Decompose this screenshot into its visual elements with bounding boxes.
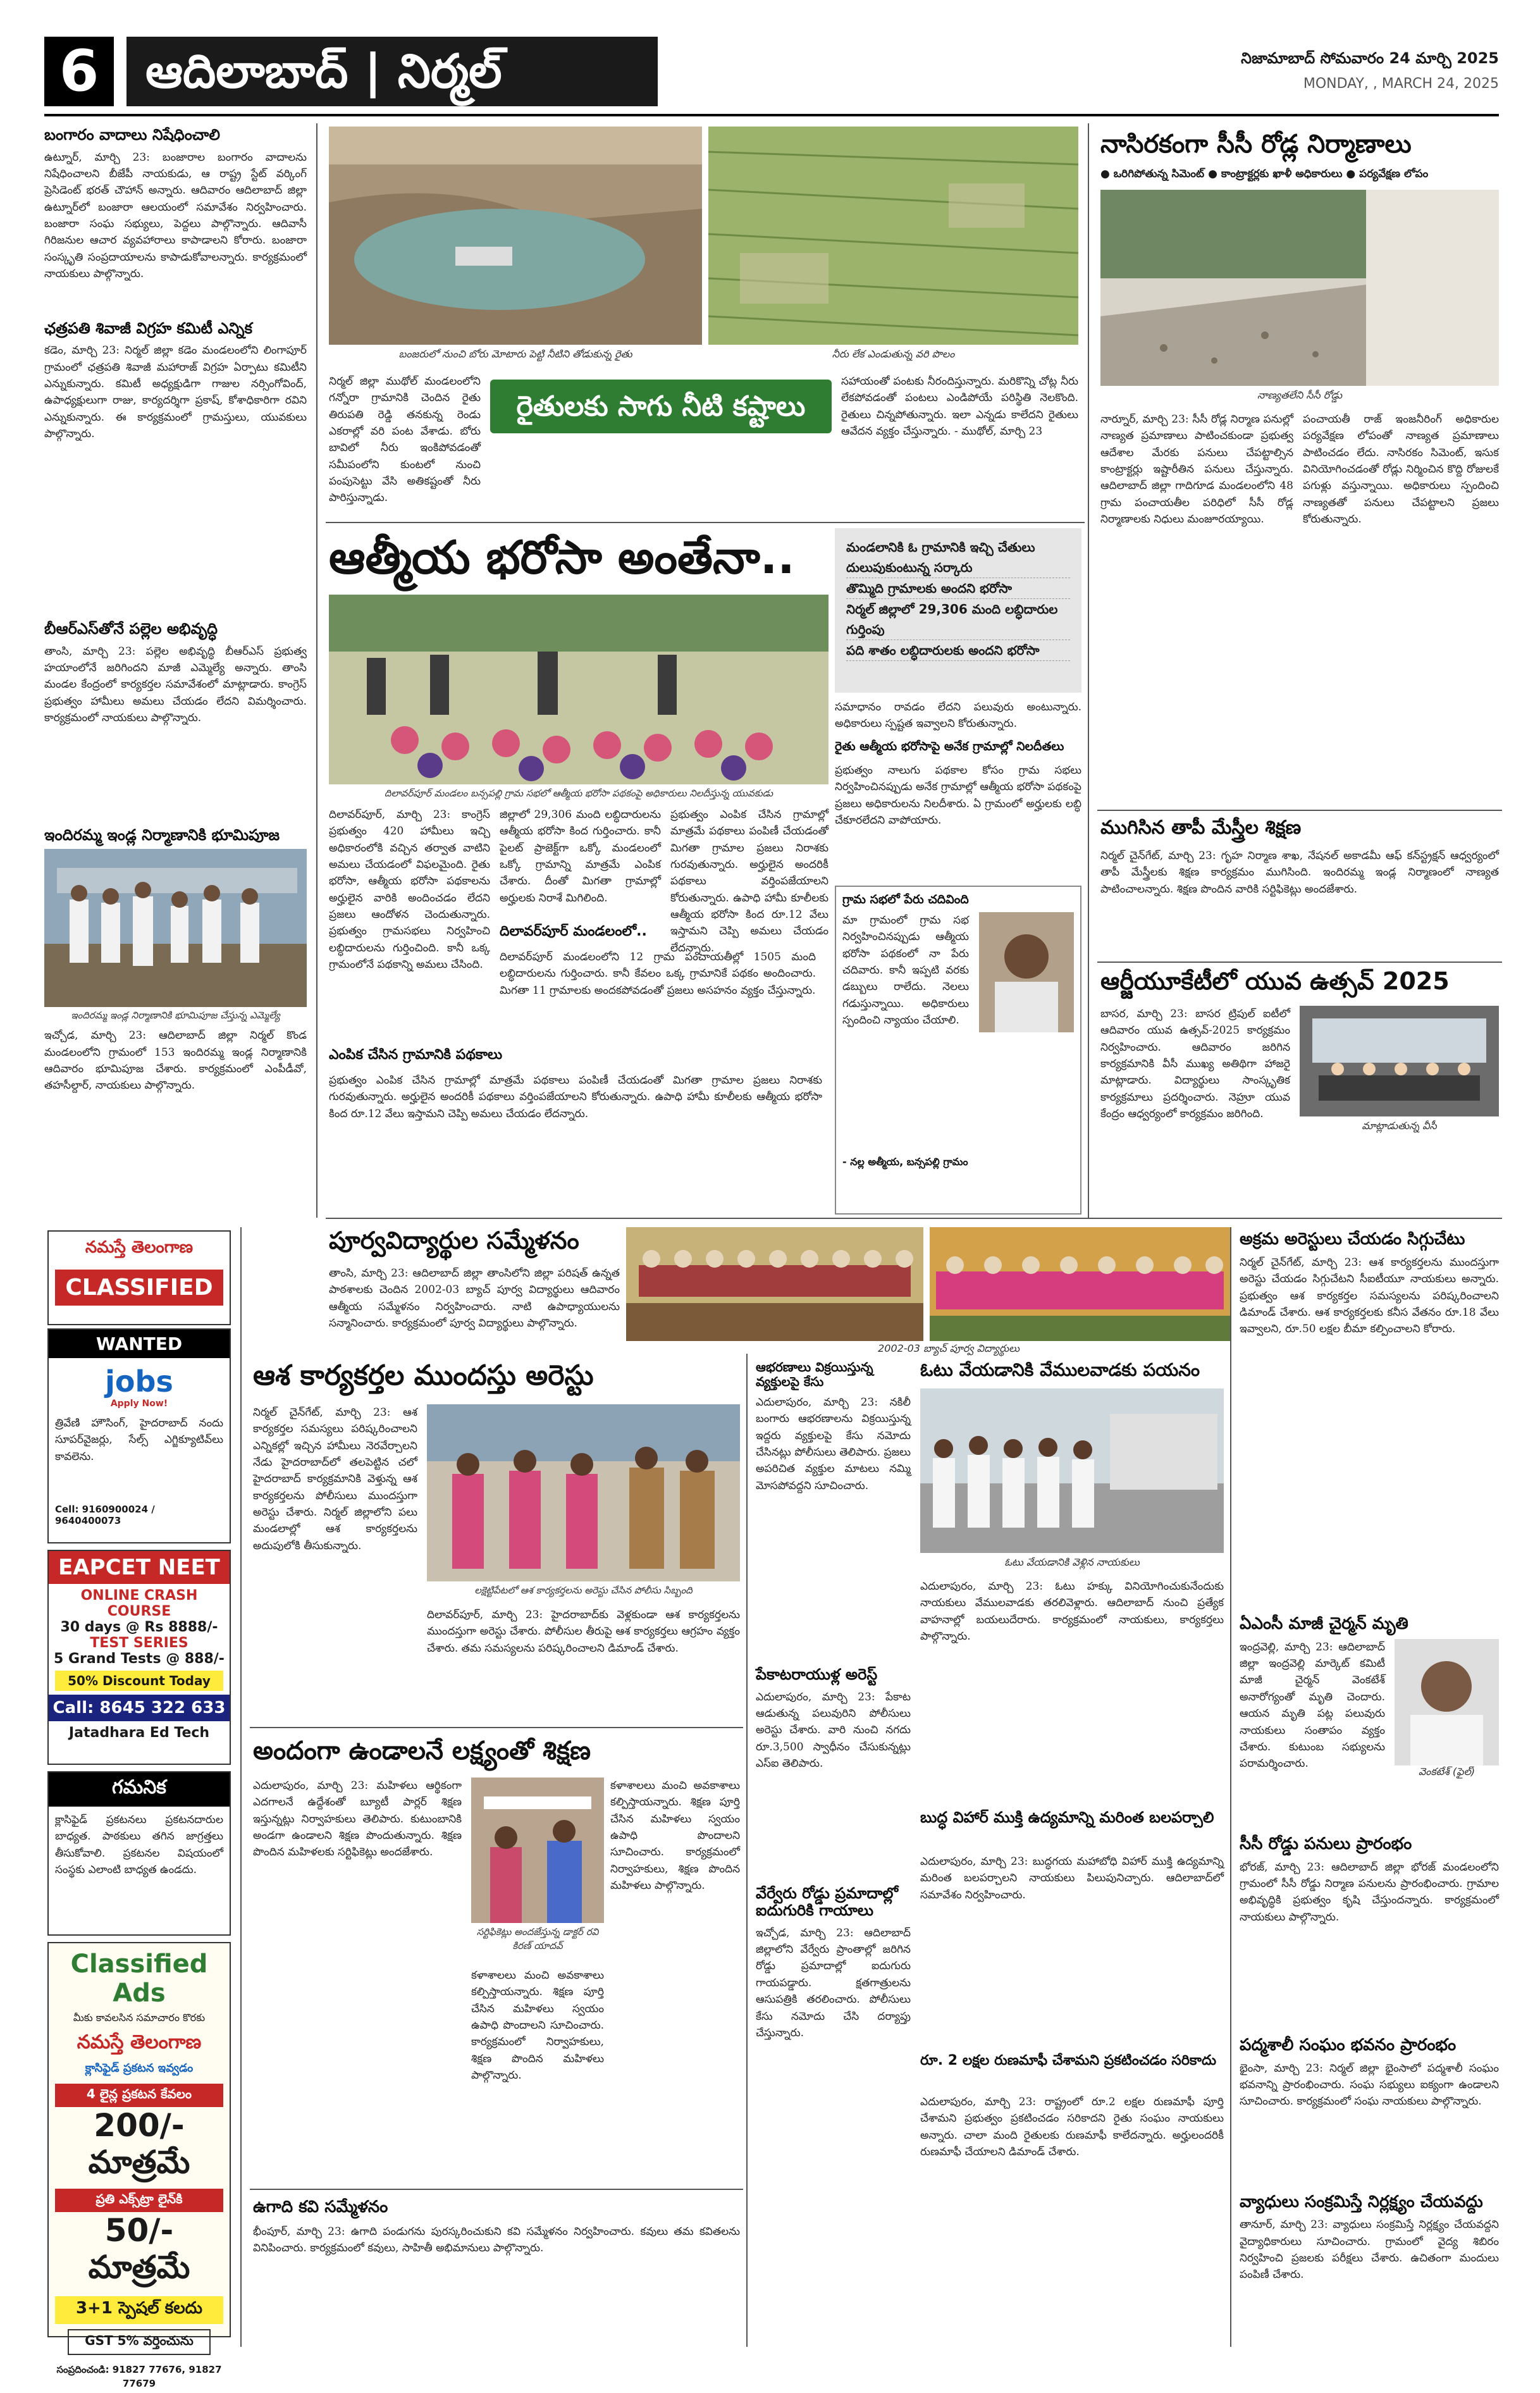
- story-body: ప్రభుత్వం ఎంపిక చేసిన గ్రామాల్లో మాత్రమే పథకాలు పంపిణీ చేయడంతో మిగతా గ్రామాల ప్రజలు నిరాశకు గురవుతున్నారు. అర్హులైన అందరికీ పథకాలు వర్తింపజేయాలని కోరుతున్నారు. ఉపాధి హామీ కూలీలకు ఆత్మీయ భరోసా కింద రూ.12 వేలు ఇస్తామని చెప్పి అమలు చేయడం లేదన్నారు.: [329, 1074, 822, 1120]
- story-body: ఎదులాపురం, మార్చి 23: రాష్ట్రంలో రూ.2 లక్షల రుణమాఫీ పూర్తి చేశామని ప్రభుత్వం ప్రకటించడం సరికాదని రైతు సంఘం నాయకులు అన్నారు. చాలా మంది రైతులకు రుణమాఫీ కాలేదన్నారు. అర్హులందరికీ రుణమాఫీ చేయాలని డిమాండ్ చేశారు.: [920, 2096, 1224, 2159]
- story-headline: పూర్వవిద్యార్థుల సమ్మేళనం: [329, 1227, 579, 1254]
- story-headline: ఆశ కార్యకర్తల ముందస్తు అరెస్టు: [253, 1359, 594, 1392]
- story-body: ఎదులాపురం, మార్చి 23: మహిళలు ఆర్థికంగా ఎదగాలనే ఉద్దేశంతో బ్యూటీ పార్లర్ శిక్షణ ఇస్తున్నట్లు నిర్వాహకులు తెలిపారు. కుటుంబానికి అండగా ఉండాలని శిక్షణ పొందుతున్నారు. శిక్షణ పొందిన మహిళలకు సర్టిఫికెట్లు అందజేశారు.: [253, 1779, 462, 1859]
- story-headline: ఓటు వేయడానికి వేములవాడకు పయనం: [920, 1359, 1200, 1380]
- bhoomipuja-photo: [44, 849, 307, 1007]
- story-body: బాసర, మార్చి 23: బాసర ట్రిపుల్ ఐటీలో ఆదివారం యువ ఉత్సవ్-2025 కార్యక్రమం నిర్వహించారు. ఆదివారం జరిగిన కార్యక్రమానికి వీసీ ముఖ్య అతిథిగా హాజరై మాట్లాడారు. విద్యార్థులు సాంస్కృతిక కార్యక్రమాలు ప్రదర్శించారు. నెహ్రూ యువ కేంద్రం ఆధ్వర్యంలో కార్యక్రమం జరిగింది.: [1100, 1008, 1290, 1121]
- story-headline: అందంగా ఉండాలనే లక్ష్యంతో శిక్షణ: [253, 1736, 591, 1765]
- alumni-photo-2: [930, 1227, 1230, 1341]
- sub-headline: దిలావర్‌పూర్ మండలంలో..: [500, 924, 647, 939]
- story-body: జిల్లాలో 29,306 మంది లబ్ధిదారులను ఆత్మీయ భరోసా కింద గుర్తించారు. కానీ పైలట్ ప్రాజెక్ట్‌గా ఒక్కో మండలంలో ఒక్కో గ్రామాన్ని మాత్రమే ఎంపిక చేశారు. దీంతో మిగతా గ్రామాల్లో అర్హులకు నిరాశే మిగిలింది.: [500, 808, 661, 905]
- bharosa-headline: ఆత్మీయ భరోసా అంతేనా..: [329, 531, 795, 584]
- sub-headline: బుద్ధ విహార్ ముక్తి ఉద్యమాన్ని మరింత బలపర్చాలి: [920, 1809, 1214, 1826]
- promo-subtitle: మీకు కావలసిన సమాచారం కొరకు: [73, 2012, 206, 2024]
- promo-gst: GST 5% వర్తించును: [68, 2329, 211, 2355]
- photo-caption: ఇందిరమ్మ ఇండ్ల నిర్మాణానికి భూమిపూజ చేస్తున్న ఎమ్మెల్యే: [71, 1010, 280, 1022]
- eapcet-line: 30 days @ Rs 8888/-: [60, 1619, 218, 1635]
- section-title: ఆదిలాబాద్ | నిర్మల్: [126, 37, 658, 106]
- eapcet-line: 5 Grand Tests @ 888/-: [54, 1651, 225, 1667]
- promo-price: 200/- మాత్రమే: [88, 2107, 190, 2180]
- story-body: కడెం, మార్చి 23: నిర్మల్ జిల్లా కడెం మండలంలోని లింగాపూర్ గ్రామంలో ఛత్రపతి శివాజీ మహారాజ్ విగ్రహ ఏర్పాటు కమిటీని ఎన్నుకున్నారు. కమిటీ అధ్యక్షుడిగా గాజుల నర్సింగోవింద్, ఉపాధ్యక్షులుగా రాజు, కార్యదర్శిగా ప్రకాష్, కోశాధికారిగా రవిని ఎన్నుకున్నారు. ఈ కార్యక్రమంలో గ్రామస్తులు, యువకులు పాల్గొన్నారు.: [44, 344, 307, 440]
- story-body: ప్రభుత్వం నాలుగు పథకాల కోసం గ్రామ సభలు నిర్వహించినప్పుడు అనేక గ్రామాల్లో ఆత్మీయ భరోసా పథకంపై ప్రజలు అధికారులను నిలదీశారు. ఏ గ్రామంలో అర్హులకు లబ్ధి చేకూరలేదని వాపోయారు.: [835, 764, 1081, 827]
- jobs-logo: jobs: [105, 1364, 173, 1399]
- story-body: ఎదులాపురం, మార్చి 23: ఓటు హక్కు వినియోగించుకునేందుకు నాయకులు వేములవాడకు తరలివెళ్లారు. ఆదిలాబాద్ నుంచి ప్రత్యేక వాహనాల్లో బయలుదేరారు. కార్యక్రమంలో నాయకులు, కార్యకర్తలు పాల్గొన్నారు.: [920, 1580, 1224, 1643]
- photo-caption: బంజరులో నుంచి బోరు మోటారు పెట్టి నీటిని తోడుకున్న రైతు: [398, 348, 632, 360]
- column-left: [44, 127, 307, 1215]
- notice-title: గమనిక: [49, 1772, 230, 1807]
- date-en: MONDAY, , MARCH 24, 2025: [1303, 76, 1499, 92]
- promo-price-extra: 50/- మాత్రమే: [88, 2212, 190, 2285]
- story-body: సమాధానం రావడం లేదని పలువురు అంటున్నారు. అధికారులు స్పష్టత ఇవ్వాలని కోరుతున్నారు.: [835, 701, 1081, 731]
- gram-sabha-photo: [329, 595, 829, 784]
- photo-caption: వెంకటేశ్ (ఫైల్): [1418, 1765, 1475, 1778]
- story-body: నిర్మల్ చైన్‌గేట్, మార్చి 23: ఆశ కార్యకర్తల సమస్యలు పరిష్కరించాలని ఎన్నికల్లో ఇచ్చిన హామీలు నెరవేర్చాలని నేడు హైదరాబాద్‌లో తలపెట్టిన చలో హైదరాబాద్ కార్యక్రమానికి వెళ్తున్న ఆశ కార్యకర్తలను పోలీసులు ముందస్తుగా అరెస్టు చేశారు. నిర్మల్ జిల్లాలోని పలు మండలాల్లో ఆశ కార్యకర్తలను అదుపులోకి తీసుకున్నారు.: [253, 1406, 417, 1552]
- paddy-field-photo: [708, 127, 1078, 345]
- story-headline: పద్మశాలీ సంఘం భవనం ప్రారంభం: [1240, 2035, 1457, 2055]
- story-body: భీంపూర్, మార్చి 23: ఉగాది పండుగను పురస్కరించుకుని కవి సమ్మేళనం నిర్వహించారు. కవులు తమ కవితలను వినిపించారు. కార్యక్రమంలో కవులు, సాహితీ అభిమానులు పాల్గొన్నారు.: [253, 2225, 740, 2255]
- story-headline: వేర్వేరు రోడ్డు ప్రమాదాల్లో ఐదుగురికి గాయాలు: [756, 1884, 899, 1920]
- promo-extra: ప్రతి ఎక్స్‌ట్రా లైన్‌కి: [55, 2189, 223, 2212]
- farmer-portrait: [979, 912, 1074, 1032]
- photo-caption: నాణ్యతలేని సీసీ రోడ్డు: [1257, 389, 1342, 401]
- story-headline: సీసీ రోడ్డు పనులు ప్రారంభం: [1240, 1834, 1412, 1853]
- story-body: పంచాయతీ రాజ్ ఇంజనీరింగ్ అధికారుల పర్యవేక్షణ లోపంతో నాణ్యత ప్రమాణాలు పాటించడం లేదు. నాసిరకం సిమెంట్, ఇసుక వినియోగించడంతో రోడ్లు నిర్మించిన కొద్ది రోజులకే పగుళ్లు వస్తున్నాయి. అధికారులు స్పందించి నాణ్యతతో పనులు చేపట్టాలని ప్రజలు కోరుతున్నారు.: [1303, 413, 1499, 526]
- story-body: సహాయంతో పంటకు నీరందిస్తున్నారు. మరికొన్ని చోట్ల నీరు లేకపోవడంతో పంటలు ఎండిపోయే పరిస్థితి నెలకొంది. రైతులు చిన్నపోతున్నారు. ఇలా ఎన్నడు కాలేదని రైతులు ఆవేదన వ్యక్తం చేస్తున్నారు. - ముథోల్, మార్చి 23: [841, 375, 1078, 438]
- story-body: ఎదులాపురం, మార్చి 23: నకిలీ బంగారు ఆభరణాలను విక్రయిస్తున్న ఇద్దరు వ్యక్తులపై కేసు నమోదు చేసినట్లు పోలీసులు తెలిపారు. ప్రజలు అపరిచిత వ్యక్తుల మాటలు నమ్మి మోసపోవద్దని సూచించారు.: [756, 1396, 911, 1492]
- photo-caption: దిలావర్‌పూర్ మండలం బన్సపల్లి గ్రామ సభలో ఆత్మీయ భరోసా పథకంపై అధికారులు నిలదీస్తున్న యువకుడు: [384, 788, 773, 799]
- sub-headline: రైతు ఆత్మీయ భరోసాపై అనేక గ్రామాల్లో నిలదీతలు: [835, 739, 1064, 753]
- story-body: కళాశాలలు మంచి అవకాశాలు కల్పిస్తాయన్నారు. శిక్షణ పూర్తి చేసిన మహిళలు స్వయం ఉపాధి పొందాలని సూచించారు. కార్యక్రమంలో నిర్వాహకులు, శిక్షణ పొందిన మహిళలు పాల్గొన్నారు.: [610, 1779, 740, 1893]
- classified-ads-promo: [47, 1942, 231, 2389]
- story-headline: ఆభరణాలు విక్రయిస్తున్న వ్యక్తులపై కేసు: [756, 1359, 873, 1389]
- eapcet-name: Jatadhara Ed Tech: [68, 1725, 210, 1741]
- story-body: కళాశాలలు మంచి అవకాశాలు కల్పిస్తాయన్నారు. శిక్షణ పూర్తి చేసిన మహిళలు స్వయం ఉపాధి పొందాలని సూచించారు. కార్యక్రమంలో నిర్వాహకులు, శిక్షణ పొందిన మహిళలు పాల్గొన్నారు.: [471, 1969, 604, 2082]
- story-body: దిలావర్‌పూర్ మండలంలోని 12 గ్రామ పంచాయతీల్లో 1505 మంది లబ్ధిదారులను గుర్తించారు. కానీ కేవలం ఒక్క గ్రామానికే పథకం అందించారు. మిగతా 11 గ్రామాలకు అందకపోవడంతో ప్రజలు అసహనం వ్యక్తం చేస్తున్నారు.: [500, 951, 816, 997]
- photo-caption: లక్షెట్టిపేటలో ఆశ కార్యకర్తలను అరెస్టు చేసిన పోలీసు సిబ్బంది: [474, 1585, 693, 1596]
- story-body: భైంసా, మార్చి 23: నిర్మల్ జిల్లా భైంసాలో పద్మశాలీ సంఘం భవనాన్ని ప్రారంభించారు. సంఘ సభ్యులు ఐక్యంగా ఉండాలని సూచించారు. కార్యక్రమంలో సంఘ నాయకులు పాల్గొన్నారు.: [1240, 2062, 1499, 2108]
- sub-headline: ఎంపిక చేసిన గ్రామానికి పథకాలు: [329, 1047, 503, 1063]
- story-body: తాంసి, మార్చి 23: ఆదిలాబాద్ జిల్లా తాంసిలోని జిల్లా పరిషత్ ఉన్నత పాఠశాలకు చెందిన 2002-03 బ్యాచ్ పూర్వ విద్యార్థులు ఆదివారం ఆత్మీయ సమ్మేళనం నిర్వహించారు. నాటి ఉపాధ్యాయులను సన్మానించారు. కార్యక్రమంలో పూర్వ విద్యార్థులు పాల్గొన్నారు.: [329, 1267, 620, 1330]
- story-body: నార్నూర్, మార్చి 23: సీసీ రోడ్ల నిర్మాణ పనుల్లో నాణ్యత ప్రమాణాలు పాటించకుండా ప్రభుత్వ ఆదేశాల మేరకు పనులు చేపట్టాల్సిన కాంట్రాక్టర్లు ఇష్టారీతిన పనులు చేస్తున్నారు. ఆదిలాబాద్ జిల్లా గాదిగూడ మండలంలోని 48 గ్రామ పంచాయతీల పరిధిలో సీసీ రోడ్ల నిర్మాణాలకు నిధులు మంజూరయ్యాయి.: [1100, 413, 1293, 526]
- column-right: [1240, 1230, 1499, 2350]
- story-body: ఎదులాపురం, మార్చి 23: బుద్ధగయ మహాబోధి విహార్ ముక్తి ఉద్యమాన్ని మరింత బలపర్చాలని నాయకులు పిలుపునిచ్చారు. ఆదిలాబాద్‌లో సమావేశం నిర్వహించారు.: [920, 1855, 1224, 1901]
- story-body: నిర్మల్ చైన్‌గేట్, మార్చి 23: గృహ నిర్మాణ శాఖ, నేషనల్ అకాడమీ ఆఫ్ కన్‌స్ట్రక్షన్ ఆధ్వర్యంలో తాపీ మేస్త్రీలకు శిక్షణ కార్యక్రమం ముగిసింది. ఇందిరమ్మ ఇండ్ల నిర్మాణంలో నాణ్యత పాటించాలన్నారు. శిక్షణ పొందిన వారికి సర్టిఫికెట్లు అందజేశారు.: [1100, 850, 1499, 896]
- pond-photo: [329, 127, 702, 345]
- eapcet-line: TEST SERIES: [90, 1635, 188, 1651]
- story-body: భోరజ్, మార్చి 23: ఆదిలాబాద్ జిల్లా భోరజ్ మండలంలోని గ్రామంలో సీసీ రోడ్డు నిర్మాణ పనులను ప్రారంభించారు. గ్రామాల అభివృద్ధికి ప్రభుత్వం కృషి చేస్తుందన్నారు. కార్యక్రమంలో నాయకులు పాల్గొన్నారు.: [1240, 1860, 1499, 1924]
- story-headline: ఏఎంసీ మాజీ చైర్మన్ మృతి: [1240, 1614, 1408, 1633]
- quote-body: మా గ్రామంలో గ్రామ సభ నిర్వహించినప్పుడు ఆత్మీయ భరోసా పథకంలో నా పేరు చదివారు. కానీ ఇప్పటి వరకు డబ్బులు రాలేదు. నెలలు గడుస్తున్నాయి. అధికారులు స్పందించి న్యాయం చేయాలి.: [842, 913, 969, 1027]
- jobs-tagline: Apply Now!: [110, 1399, 168, 1409]
- wanted-banner: WANTED: [49, 1330, 230, 1358]
- yuva-utsav-photo: [1300, 1006, 1499, 1116]
- jobs-ad: [47, 1328, 231, 1543]
- promo-lines4: 4 లైన్ల ప్రకటన కేవలం: [55, 2084, 223, 2107]
- promo-contact: సంప్రదించండి: 91827 77676, 91827 77679: [56, 2364, 222, 2389]
- classified-ad-header: [47, 1230, 231, 1325]
- eapcet-ad: [47, 1550, 231, 1765]
- story-body: తానూర్, మార్చి 23: వ్యాధులు సంక్రమిస్తే నిర్లక్ష్యం చేయవద్దని వైద్యాధికారులు సూచించారు. గ్రామంలో వైద్య శిబిరం నిర్వహించి ప్రజలకు పరీక్షలు చేశారు. ఉచితంగా మందులు పంపిణీ చేశారు.: [1240, 2218, 1499, 2282]
- classified-banner: CLASSIFIED: [55, 1270, 223, 1306]
- story-tags: ● ఒరిగిపోతున్న సిమెంట్ ● కాంట్రాక్టర్లకు ఖాళీ అధికారులు ● పర్యవేక్షణ లోపం: [1100, 168, 1429, 180]
- story-body: నిర్మల్ చైన్‌గేట్, మార్చి 23: ఆశ కార్యకర్తలను ముందస్తుగా అరెస్టు చేయడం సిగ్గుచేటని సీఐటీయూ నాయకులు అన్నారు. ప్రభుత్వం ఆశ కార్యకర్తల సమస్యలను పరిష్కరించాలని డిమాండ్ చేశారు. ఆశ కార్యకర్తలకు కనీస వేతనం రూ.18 వేలు ఇవ్వాలని, రూ.50 లక్షల బీమా కల్పించాలని కోరారు.: [1240, 1256, 1499, 1336]
- story-headline: రైతులకు సాగు నీటి కష్టాలు: [516, 390, 806, 423]
- promo-line: క్లాసిఫైడ్ ప్రకటన ఇవ్వడం: [85, 2062, 194, 2075]
- asha-arrest-photo: [427, 1404, 740, 1581]
- eapcet-discount: 50% Discount Today: [55, 1671, 223, 1691]
- eapcet-title: EAPCET NEET: [49, 1551, 230, 1584]
- brand-name: నమస్తే తెలంగాణ: [85, 1238, 194, 1257]
- bharosa-highlights: [835, 528, 1081, 693]
- vemulavada-photo: [920, 1388, 1224, 1553]
- story-headline: ఆర్జీయూకేటీలో యువ ఉత్సవ్ 2025: [1100, 967, 1450, 995]
- story-body: నిర్మల్ జిల్లా ముథోల్ మండలంలోని గన్నోరా గ్రామానికి చెందిన రైతు తిరుపతి రెడ్డి తనకున్న రెండు ఎకరాల్లో వరి పంట వేశాడు. బోరు బావిలో నీరు ఇంకిపోవడంతో సమీపంలోని కుంటలో నుంచి పంపుసెట్టు వేసి అతికష్టంతో నీరు పారిస్తున్నాడు.: [329, 375, 481, 505]
- promo-title: Classified Ads: [70, 1950, 208, 2008]
- photo-caption: నీరు లేక ఎండుతున్న వరి పొలం: [832, 348, 955, 360]
- training-certificate-photo: [471, 1778, 604, 1923]
- alumni-photo-1: [626, 1227, 923, 1341]
- promo-offer: 3+1 స్పెషల్ కలదు: [55, 2296, 223, 2324]
- promo-brand: నమస్తే తెలంగాణ: [77, 2031, 202, 2053]
- photo-caption: ఓటు వేయడానికి వెళ్లిన నాయకులు: [1004, 1556, 1140, 1568]
- story-headline: ఛత్రపతి శివాజీ విగ్రహ కమిటీ ఎన్నిక: [44, 319, 252, 337]
- photo-caption: మాట్లాడుతున్న వీసీ: [1362, 1120, 1437, 1132]
- notice-body: క్లాసిఫైడ్ ప్రకటనలు ప్రకటనదారుల బాధ్యత. పాఠకులు తగిన జాగ్రత్తలు తీసుకోవాలి. ప్రకటనల విషయంలో సంస్థకు ఎలాంటి బాధ్యత ఉండదు.: [55, 1814, 223, 1877]
- story-body: ఇచ్చోడ, మార్చి 23: ఆదిలాబాద్ జిల్లా నిర్మల్ కొండ మండలంలోని గ్రామంలో 153 ఇందిరమ్మ ఇండ్ల నిర్మాణానికి ఆదివారం భూమిపూజ చేశారు. కార్యక్రమంలో ఎంపీడీవో, తహసీల్దార్, నాయకులు పాల్గొన్నారు.: [44, 1029, 307, 1092]
- cc-road-photo: [1100, 190, 1499, 386]
- eapcet-call: Call: 8645 322 633: [49, 1695, 230, 1721]
- story-body: ఉట్నూర్, మార్చి 23: బంజారాల బంగారం వాదాలను నిషేధించాలని బీజేపీ నాయకుడు, ఆ రాష్ట్ర స్టేట్ వర్కింగ్ ప్రెసిడెంట్ భరత్ చౌహాన్ అన్నారు. ఆదివారం ఆదిలాబాద్ జిల్లా ఉట్నూర్‌లో బంజారా ఆలయంలో సమావేశం నిర్వహించారు. బంజారా సంఘ సభ్యులు, పెద్దలు పాల్గొన్నారు. ఆదివాసీ గిరిజనుల ఆచార వ్యవహారాలు కాపాడాలని కోరారు. బంజారా సంస్కృతి సంప్రదాయాలను కాపాడుకోవాలన్నారు. కార్యక్రమంలో నాయకులు పాల్గొన్నారు.: [44, 151, 307, 280]
- jobs-text: త్రివేణి హౌసింగ్, హైదరాబాద్ నందు సూపర్‌వైజర్లు, సేల్స్ ఎగ్జిక్యూటివ్‌లు కావలెను.: [55, 1417, 223, 1463]
- story-headline: అక్రమ అరెస్టులు చేయడం సిగ్గుచేటు: [1240, 1230, 1465, 1249]
- story-headline: ఉగాది కవి సమ్మేళనం: [253, 2198, 388, 2217]
- venkatesh-portrait: [1395, 1639, 1499, 1765]
- highlight-item: తొమ్మిది గ్రామాలకు అందని భరోసా: [846, 578, 1070, 599]
- story-headline: ఇందిరమ్మ ఇండ్ల నిర్మాణానికి భూమిపూజ: [44, 825, 280, 844]
- jobs-contact: Cell: 9160900024 / 9640400073: [55, 1504, 155, 1526]
- column-crime: [756, 1360, 911, 2347]
- story-headline: ముగిసిన తాపీ మేస్త్రీల శిక్షణ: [1100, 817, 1302, 839]
- photo-caption: 2002-03 బ్యాచ్ పూర్వ విద్యార్థులు: [878, 1342, 1019, 1354]
- quote-headline: గ్రామ సభలో పేరు చదివింది: [842, 893, 969, 906]
- story-headline: వ్యాధులు సంక్రమిస్తే నిర్లక్ష్యం చేయవద్దు: [1240, 2192, 1483, 2211]
- quote-box: [835, 886, 1081, 1215]
- story-body: దిలావర్‌పూర్, మార్చి 23: కాంగ్రెస్ ప్రభుత్వం 420 హామీలు ఇచ్చి అధికారంలోకి వచ్చిన తర్వాత వాటిని అమలు చేయడంలో విఫలమైంది. రైతు భరోసా, ఆత్మీయ భరోసా పథకాలను అర్హులైన వారికి అందించడం లేదని ప్రజలు ఆందోళన చెందుతున్నారు. ప్రభుత్వం గ్రామసభలు నిర్వహించి లబ్ధిదారులను గుర్తించింది. కానీ ఒక్క గ్రామంలోనే పథకాన్ని అమలు చేసింది.: [329, 808, 490, 972]
- story-body: తాంసి, మార్చి 23: పల్లెల అభివృద్ధి బీఆర్ఎస్ ప్రభుత్వ హయాంలోనే జరిగిందని మాజీ ఎమ్మెల్యే అన్నారు. తాంసి మండల కేంద్రంలో కార్యకర్తల సమావేశంలో మాట్లాడారు. కాంగ్రెస్ ప్రభుత్వం హామీలు అమలు చేయడం లేదని విమర్శించారు. కార్యక్రమంలో నాయకులు పాల్గొన్నారు.: [44, 645, 307, 725]
- highlight-item: మండలానికి ఓ గ్రామానికి ఇచ్చి చేతులు దులుపుకుంటున్న సర్కారు: [846, 537, 1070, 578]
- story-body: ఇచ్చోడ, మార్చి 23: ఆదిలాబాద్ జిల్లాలోని వేర్వేరు ప్రాంతాల్లో జరిగిన రోడ్డు ప్రమాదాల్లో ఐదుగురు గాయపడ్డారు. క్షతగాత్రులను ఆసుపత్రికి తరలించారు. పోలీసులు కేసు నమోదు చేసి దర్యాప్తు చేస్తున్నారు.: [756, 1926, 911, 2039]
- photo-caption: సర్టిఫికెట్లు అందజేస్తున్న డాక్టర్ రవి కిరణ్ యాదవ్: [476, 1926, 599, 1951]
- story-headline: బంగారం వాదాలు నిషేధించాలి: [44, 126, 220, 144]
- farmers-headline-box: [490, 380, 832, 433]
- story-body: ఎదులాపురం, మార్చి 23: పేకాట ఆడుతున్న పలువురిని పోలీసులు అరెస్టు చేశారు. వారి నుంచి నగదు రూ.3,500 స్వాధీనం చేసుకున్నట్లు ఎస్‌ఐ తెలిపారు.: [756, 1690, 911, 1770]
- sub-headline: రూ. 2 లక్షల రుణమాఫీ చేశామని ప్రకటించడం సరికాదు: [920, 2053, 1217, 2068]
- highlight-item: నిర్మల్ జిల్లాలో 29,306 మంది లబ్ధిదారుల గుర్తింపు: [846, 599, 1070, 640]
- story-body: ప్రభుత్వం ఎంపిక చేసిన గ్రామాల్లో మాత్రమే పథకాలు పంపిణీ చేయడంతో మిగతా గ్రామాల ప్రజలు నిరాశకు గురవుతున్నారు. అర్హులైన అందరికీ పథకాలు వర్తింపజేయాలని కోరుతున్నారు. ఉపాధి హామీ కూలీలకు ఆత్మీయ భరోసా కింద రూ.12 వేలు ఇస్తామని చెప్పి అమలు చేయడం లేదన్నారు.: [670, 808, 829, 955]
- story-headline: నాసిరకంగా సీసీ రోడ్ల నిర్మాణాలు: [1100, 130, 1412, 159]
- masthead: [44, 37, 1499, 106]
- page-number: 6: [44, 37, 114, 106]
- edition-line: నిజామాబాద్ సోమవారం 24 మార్చి 2025: [1241, 49, 1499, 67]
- story-headline: బీఆర్ఎస్‌తోనే పల్లెల అభివృద్ధి: [44, 620, 218, 638]
- highlight-item: పది శాతం లబ్ధిదారులకు అందని భరోసా: [846, 640, 1070, 661]
- quote-signature: - నల్ల అత్మీయ, బన్సపల్లి గ్రామం: [842, 1155, 968, 1168]
- notice-box: [47, 1771, 231, 1936]
- story-headline: పేకాటరాయుళ్ల అరెస్ట్: [756, 1666, 878, 1683]
- eapcet-line: ONLINE CRASH COURSE: [80, 1588, 198, 1619]
- story-body: ఇంద్రవెల్లి, మార్చి 23: ఆదిలాబాద్ జిల్లా ఇంద్రవెల్లి మార్కెట్ కమిటీ మాజీ చైర్మన్ వెంకటేశ్ అనారోగ్యంతో మృతి చెందారు. ఆయన మృతి పట్ల పలువురు నాయకులు సంతాపం వ్యక్తం చేశారు. కుటుంబ సభ్యులను పరామర్శించారు.: [1240, 1640, 1385, 1771]
- story-body: దిలావర్‌పూర్, మార్చి 23: హైదరాబాద్‌కు వెళ్లకుండా ఆశ కార్యకర్తలను ముందస్తుగా అరెస్టు చేశారు. పోలీసుల తీరుపై ఆశ కార్యకర్తలు ఆగ్రహం వ్యక్తం చేశారు. తమ సమస్యలను పరిష్కరించాలని డిమాండ్ చేశారు.: [427, 1609, 740, 1655]
